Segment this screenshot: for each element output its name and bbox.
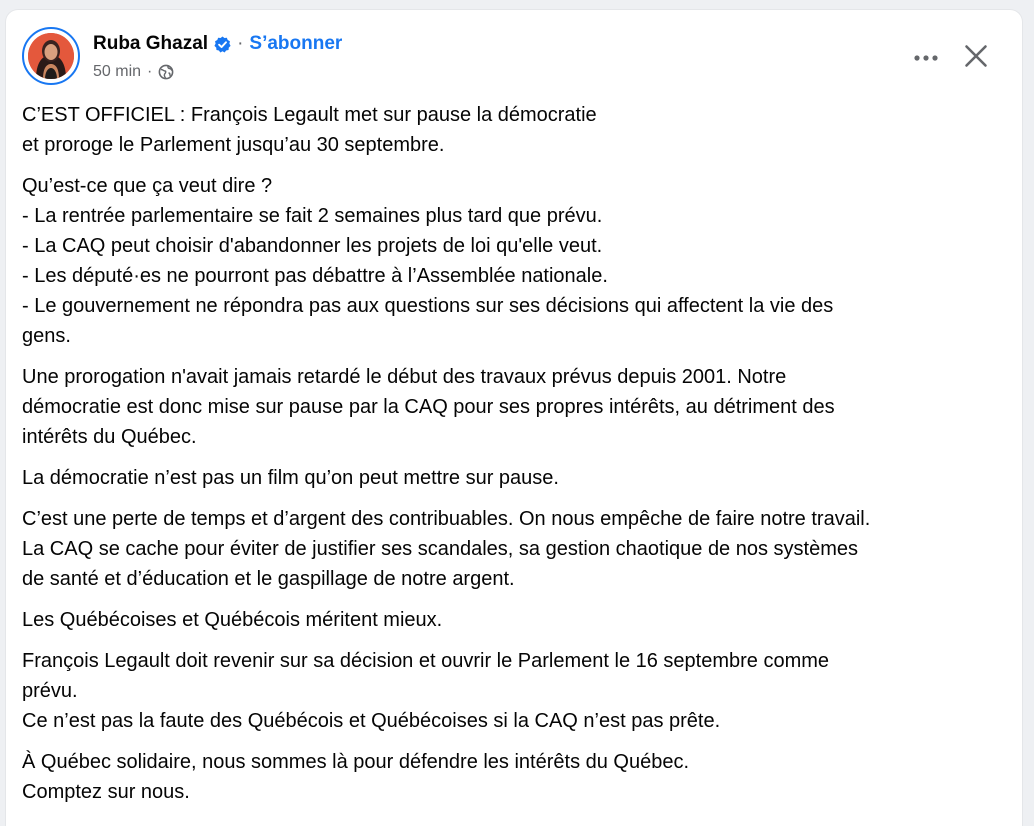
more-horizontal-icon [913,49,939,67]
post-text-line: gens. [22,325,71,347]
post-paragraph [22,171,1014,351]
post-text-line: et proroge le Parlement jusqu’au 30 septembre. [22,134,445,156]
post-text-line: La CAQ se cache pour éviter de justifier ses scandales, sa gestion chaotique de nos systèmes [22,538,859,560]
post-text-line: Comptez sur nous. [22,781,190,803]
post-paragraph [22,747,1014,807]
post-text-line: - Le gouvernement ne répondra pas aux questions sur ses décisions qui affectent la vie des [22,295,834,317]
header-separator: · [237,33,244,54]
post-text-line: À Québec solidaire, nous sommes là pour défendre les intérêts du Québec. [22,751,690,773]
avatar-image [28,33,74,79]
post-text-line: La démocratie n’est pas un film qu’on peut mettre sur pause. [22,467,559,489]
post-text-line: prévu. [22,680,78,702]
post-text-line: de santé et d’éducation et le gaspillage de notre argent. [22,568,515,590]
post-text-line: François Legault doit revenir sur sa décision et ouvrir le Parlement le 16 septembre comme [22,650,830,672]
post-paragraph [22,463,1014,493]
post-text-line: intérêts du Québec. [22,426,197,448]
post-text-line: - La rentrée parlementaire se fait 2 semaines plus tard que prévu. [22,205,603,227]
more-options-button[interactable] [908,40,944,76]
post-text-line: - Les député·es ne pourront pas débattre à l’Assemblée nationale. [22,265,608,287]
post-card [6,10,1022,826]
post-meta [93,61,174,83]
follow-button[interactable]: S’abonner [249,33,343,54]
avatar[interactable] [22,27,80,85]
author-name[interactable]: Ruba Ghazal [93,33,209,54]
post-text-line: Qu’est-ce que ça veut dire ? [22,175,273,197]
post-text-line: C’EST OFFICIEL : François Legault met sur pause la démocratie [22,104,597,126]
post-text-line: démocratie est donc mise sur pause par la CAQ pour ses propres intérêts, au détriment des [22,396,835,418]
post-text-line: C’est une perte de temps et d’argent des contribuables. On nous empêche de faire notre travail. [22,508,871,530]
post-text-line: Une prorogation n'avait jamais retardé le début des travaux prévus depuis 2001. Notre [22,366,787,388]
post-time[interactable]: 50 min [93,63,142,80]
post-paragraph [22,504,1014,594]
avatar-portrait-icon [28,33,74,79]
post-header [22,26,1006,90]
close-button[interactable] [956,38,996,78]
verified-badge-icon [214,36,231,53]
close-icon [964,44,988,73]
author-row [93,32,342,56]
post-paragraph [22,362,1014,452]
post-text [22,100,1014,818]
post-text-line: - La CAQ peut choisir d'abandonner les projets de loi qu'elle veut. [22,235,603,257]
post-paragraph [22,605,1014,635]
post-text-line: Ce n’est pas la faute des Québécois et Québécoises si la CAQ n’est pas prête. [22,710,721,732]
meta-separator: · [147,63,153,80]
post-text-line: Les Québécoises et Québécois méritent mieux. [22,609,443,631]
post-paragraph [22,646,1014,736]
globe-icon[interactable] [158,64,174,80]
post-paragraph [22,100,1014,160]
